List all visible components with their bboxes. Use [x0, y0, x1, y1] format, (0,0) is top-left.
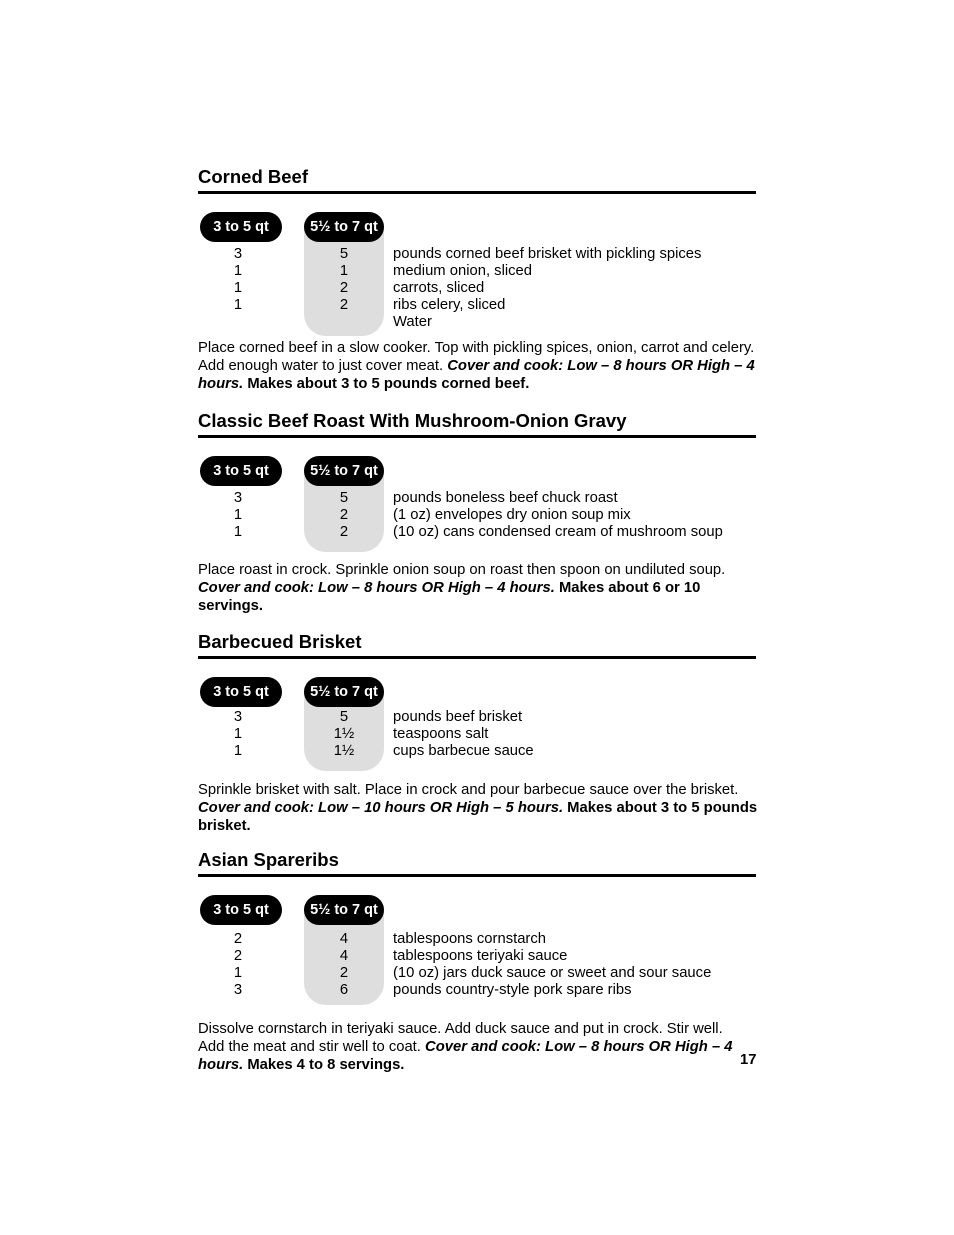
recipe-title: Asian Spareribs — [198, 849, 756, 877]
ingredient-table — [198, 212, 756, 346]
yield: Makes about 3 to 5 pounds corned beef. — [243, 376, 530, 392]
recipe-classic-beef-roast — [198, 410, 756, 566]
ingredient-row: 1 2 (10 oz) cans condensed cream of mushroom soup — [233, 524, 723, 540]
recipe-instructions: Place corned beef in a slow cooker. Top with pickling spices, onion, carrot and celery. Add enough water to just cover meat. Cover and cook: Low – 8 hours OR High – 4 hours. Makes about 3 to 5 pounds corned beef. — [198, 340, 755, 392]
recipe-instructions: Dissolve cornstarch in teriyaki sauce. Add duck sauce and put in crock. Stir well. Add the meat and stir well to coat. Cover and cook: Low – 8 hours OR High – 4 hours. Makes 4 to 8 servings. — [198, 1021, 733, 1073]
recipe-barbecued-brisket — [198, 631, 756, 785]
cook-time: Cover and cook: Low – 10 hours OR High – 5 hours. — [198, 800, 564, 816]
recipe-corned-beef — [198, 166, 756, 346]
size-badge-large: 5½ to 7 qt — [304, 456, 384, 486]
size-badge-large: 5½ to 7 qt — [304, 895, 384, 925]
size-badge-large: 5½ to 7 qt — [304, 212, 384, 242]
size-badge-small: 3 to 5 qt — [200, 895, 282, 925]
cook-time: Cover and cook: Low – 8 hours OR High – 4 hours. — [198, 1039, 733, 1073]
ingredient-row: 1 1½ teaspoons salt — [233, 726, 489, 742]
ingredient-row: 3 5 pounds boneless beef chuck roast — [233, 490, 618, 506]
ingredient-row: 1 1 medium onion, sliced — [233, 263, 532, 279]
ingredient-row: Water — [393, 314, 432, 330]
size-badge-small: 3 to 5 qt — [200, 677, 282, 707]
recipe-instructions: Sprinkle brisket with salt. Place in crock and pour barbecue sauce over the brisket. Cover and cook: Low – 10 hours OR High – 5 hours. Makes about 3 to 5 pounds brisket. — [198, 782, 758, 834]
ingredient-table — [198, 895, 756, 1025]
yield: Makes about 6 or 10 servings. — [198, 580, 701, 614]
ingredient-row: 2 4 tablespoons teriyaki sauce — [233, 948, 568, 964]
yield: Makes about 3 to 5 pounds brisket. — [198, 800, 758, 834]
ingredient-row: 3 5 pounds corned beef brisket with pickling spices — [233, 246, 702, 262]
size-badge-small: 3 to 5 qt — [200, 456, 282, 486]
recipe-title: Barbecued Brisket — [198, 631, 756, 659]
cook-time: Cover and cook: Low – 8 hours OR High – 4 hours. — [198, 580, 555, 596]
ingredient-row: 1 2 (10 oz) jars duck sauce or sweet and sour sauce — [233, 965, 712, 981]
size-badge-large: 5½ to 7 qt — [304, 677, 384, 707]
cook-time: Cover and cook: Low – 8 hours OR High – 4 hours. — [198, 358, 755, 392]
recipe-title: Classic Beef Roast With Mushroom-Onion Gravy — [198, 410, 756, 438]
yield: Makes 4 to 8 servings. — [243, 1057, 405, 1073]
size-badge-small: 3 to 5 qt — [200, 212, 282, 242]
ingredient-row: 1 2 (1 oz) envelopes dry onion soup mix — [233, 507, 631, 523]
ingredient-row: 1 2 carrots, sliced — [233, 280, 485, 296]
recipe-instructions: Place roast in crock. Sprinkle onion soup on roast then spoon on undiluted soup. Cover and cook: Low – 8 hours OR High – 4 hours. Makes about 6 or 10 servings. — [198, 562, 726, 614]
ingredient-row: 1 2 ribs celery, sliced — [233, 297, 506, 313]
ingredient-row: 3 6 pounds country-style pork spare ribs — [233, 982, 632, 998]
ingredient-row: 3 5 pounds beef brisket — [233, 709, 523, 725]
ingredient-table — [198, 456, 756, 566]
recipe-title: Corned Beef — [198, 166, 756, 194]
ingredient-row: 1 1½ cups barbecue sauce — [233, 743, 534, 759]
recipe-asian-spareribs — [198, 849, 756, 1025]
ingredient-table — [198, 677, 756, 785]
page-number: 17 — [740, 1052, 757, 1068]
ingredient-row: 2 4 tablespoons cornstarch — [233, 931, 546, 947]
